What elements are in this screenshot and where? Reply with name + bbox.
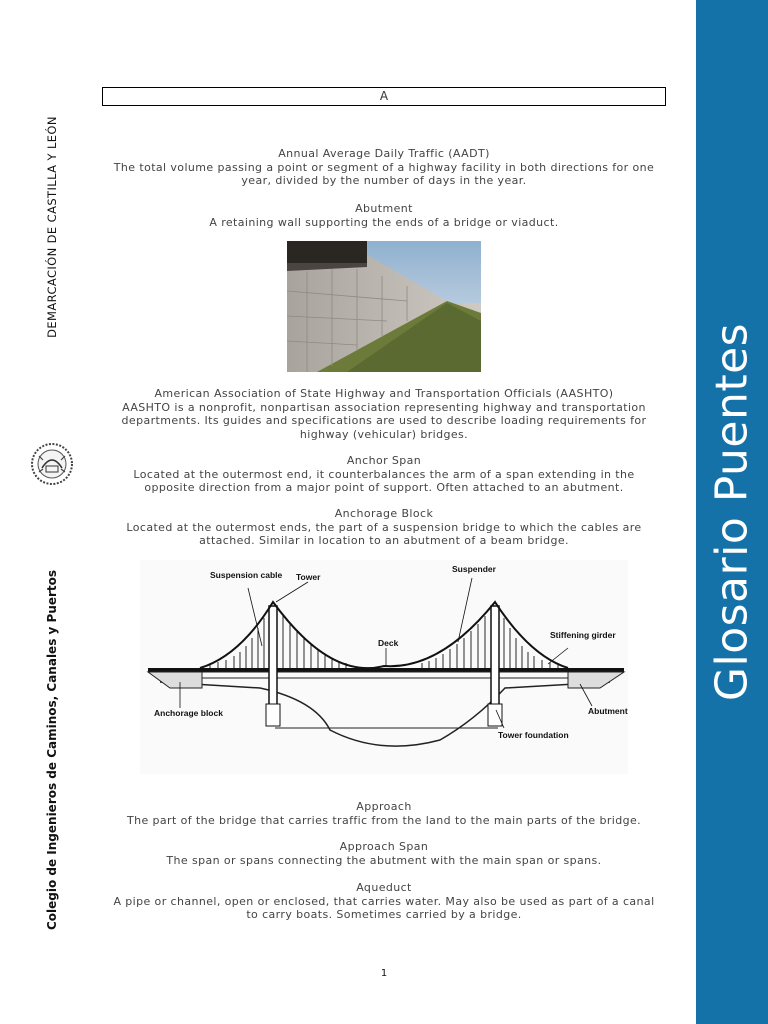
entry-definition: The total volume passing a point or segment of a highway facility in both directions for one year, divided by the number of days in the year. bbox=[113, 160, 655, 187]
suspension-bridge-diagram bbox=[140, 560, 628, 774]
label-deck: Deck bbox=[378, 638, 399, 648]
glossary-entry-anchor-span bbox=[108, 454, 660, 495]
glossary-entry-approach bbox=[108, 800, 660, 827]
entry-term: Approach bbox=[356, 800, 412, 813]
label-abutment: Abutment bbox=[588, 706, 628, 716]
label-stiffening-girder: Stiffening girder bbox=[550, 630, 616, 640]
glossary-entry-aashto bbox=[108, 387, 660, 441]
entry-term: Anchorage Block bbox=[334, 507, 434, 520]
abutment-photo bbox=[287, 241, 481, 372]
entry-definition: A retaining wall supporting the ends of a bridge or viaduct. bbox=[209, 215, 559, 229]
label-suspension-cable: Suspension cable bbox=[210, 570, 283, 580]
label-tower-foundation: Tower foundation bbox=[498, 730, 569, 740]
entry-term: Annual Average Daily Traffic (AADT) bbox=[278, 147, 490, 160]
glossary-entry-anchorage-block bbox=[108, 507, 660, 548]
entry-term: Anchor Span bbox=[346, 454, 422, 467]
college-name-label: Colegio de Ingenieros de Caminos, Canales y Puertos bbox=[45, 569, 59, 931]
label-suspender: Suspender bbox=[452, 564, 496, 574]
entry-term: Abutment bbox=[355, 202, 413, 215]
entry-definition: The part of the bridge that carries traffic from the land to the main parts of the bridge. bbox=[126, 813, 642, 827]
entry-term: American Association of State Highway and Transportation Officials (AASHTO) bbox=[154, 387, 614, 400]
label-tower: Tower bbox=[296, 572, 321, 582]
college-seal-logo bbox=[30, 442, 74, 486]
glossary-entry-aadt bbox=[108, 147, 660, 188]
page-number: 1 bbox=[380, 968, 388, 979]
entry-definition: A pipe or channel, open or enclosed, that carries water. May also be used as part of a canal to carry boats. Sometimes carried by a bridge. bbox=[113, 894, 655, 921]
glossary-entry-abutment bbox=[108, 202, 660, 229]
entry-term: Approach Span bbox=[339, 840, 429, 853]
entry-definition: The span or spans connecting the abutment with the main span or spans. bbox=[166, 853, 602, 867]
demarcacion-label: DEMARCACIÓN DE CASTILLA Y LEÓN bbox=[45, 116, 59, 338]
glossary-title: Glosario Puentes bbox=[706, 322, 758, 702]
section-letter-header: A bbox=[102, 87, 666, 106]
entry-definition: Located at the outermost end, it counterbalances the arm of a span extending in the opposite direction from a major point of support. Often attached to an abutment. bbox=[133, 467, 635, 494]
glossary-entry-approach-span bbox=[108, 840, 660, 867]
label-anchorage-block: Anchorage block bbox=[154, 708, 223, 718]
entry-definition: AASHTO is a nonprofit, nonpartisan association representing highway and transportation departments. Its guides and specifications are used to describe loading requirements for highway (vehicular) bridges. bbox=[121, 400, 647, 441]
entry-term: Aqueduct bbox=[356, 881, 412, 894]
entry-definition: Located at the outermost ends, the part of a suspension bridge to which the cables are attached. Similar in location to an abutment of a beam bridge. bbox=[126, 520, 642, 547]
glossary-entry-aqueduct bbox=[108, 881, 660, 922]
